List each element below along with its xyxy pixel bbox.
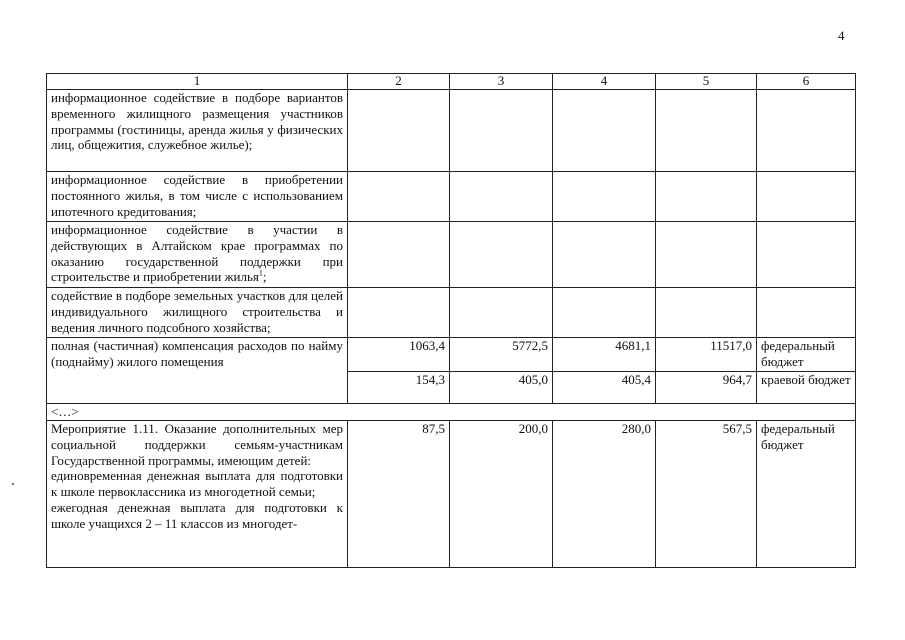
cell-col6 <box>757 172 856 222</box>
cell-col5: 964,7 <box>656 372 757 404</box>
header-row <box>47 74 856 90</box>
column-header-5: 5 <box>656 74 757 90</box>
page-number: 4 <box>838 28 845 43</box>
column-header-6: 6 <box>757 74 856 90</box>
cell-col2 <box>348 90 450 172</box>
column-header-2: 2 <box>348 74 450 90</box>
cell-col5 <box>656 222 757 288</box>
cell-col4 <box>553 172 656 222</box>
cell-col2: 87,5 <box>348 421 450 568</box>
cell-col3: 200,0 <box>450 421 553 568</box>
cell-col6: краевой бюджет <box>757 372 856 404</box>
cell-col4 <box>553 90 656 172</box>
cell-col6 <box>757 222 856 288</box>
cell-col3 <box>450 222 553 288</box>
table-row <box>47 222 856 288</box>
cell-col5 <box>656 90 757 172</box>
cell-col4 <box>553 288 656 338</box>
cell-col3: 405,0 <box>450 372 553 404</box>
row-description <box>47 421 348 568</box>
program-table <box>46 73 856 568</box>
column-header-4: 4 <box>553 74 656 90</box>
cell-col5 <box>656 288 757 338</box>
cell-col6: федеральный бюджет <box>757 338 856 372</box>
table-row <box>47 421 856 568</box>
cell-col2 <box>348 172 450 222</box>
cell-col5: 567,5 <box>656 421 757 568</box>
measure-title: Мероприятие 1.11. Оказание дополнительных мер социальной поддержки семьям-участникам Государственной программы, имеющим детей: <box>51 421 343 468</box>
row-description: содействие в подборе земельных участков для целей индивидуального жилищного строительства и ведения личного подсобного хозяйства; <box>47 288 348 338</box>
row-description: полная (частичная) компенсация расходов по найму (поднайму) жилого помещения <box>47 338 348 404</box>
cell-col3 <box>450 172 553 222</box>
separator-row <box>47 404 856 421</box>
omission-marker: <…> <box>47 404 856 421</box>
footnote-marker: 1 <box>258 269 263 279</box>
cell-col4: 405,4 <box>553 372 656 404</box>
cell-col3 <box>450 288 553 338</box>
table-row <box>47 90 856 172</box>
cell-col5 <box>656 172 757 222</box>
cell-col5: 11517,0 <box>656 338 757 372</box>
cell-col3 <box>450 90 553 172</box>
cell-col4 <box>553 222 656 288</box>
cell-col2: 1063,4 <box>348 338 450 372</box>
cell-col3: 5772,5 <box>450 338 553 372</box>
measure-item: ежегодная денежная выплата для подготовки к школе учащихся 2 – 11 классов из многодет- <box>51 499 343 531</box>
table-row <box>47 288 856 338</box>
cell-col4: 280,0 <box>553 421 656 568</box>
column-header-1: 1 <box>47 74 348 90</box>
row-description: информационное содействие в приобретении постоянного жилья, в том числе с использованием ипотечного кредитования; <box>47 172 348 222</box>
table-row <box>47 172 856 222</box>
cell-col6: федеральный бюджет <box>757 421 856 568</box>
measure-item: единовременная денежная выплата для подготовки к школе первоклассника из многодетной семьи; <box>51 468 343 500</box>
scan-speck <box>12 483 14 485</box>
row-description-suffix: ; <box>262 269 267 285</box>
column-header-3: 3 <box>450 74 553 90</box>
row-description-text: информационное содействие в участии в действующих в Алтайском крае программах по оказанию государственной поддержки при строительстве и приобретении жилья <box>51 222 343 285</box>
cell-col6 <box>757 90 856 172</box>
cell-col2: 154,3 <box>348 372 450 404</box>
cell-col2 <box>348 288 450 338</box>
row-description: информационное содействие в подборе вариантов временного жилищного размещения участников программы (гостиницы, аренда жилья у физических лиц, общежития, служебное жилье); <box>47 90 348 172</box>
table-row <box>47 338 856 372</box>
row-description <box>47 222 348 288</box>
cell-col4: 4681,1 <box>553 338 656 372</box>
cell-col6 <box>757 288 856 338</box>
cell-col2 <box>348 222 450 288</box>
